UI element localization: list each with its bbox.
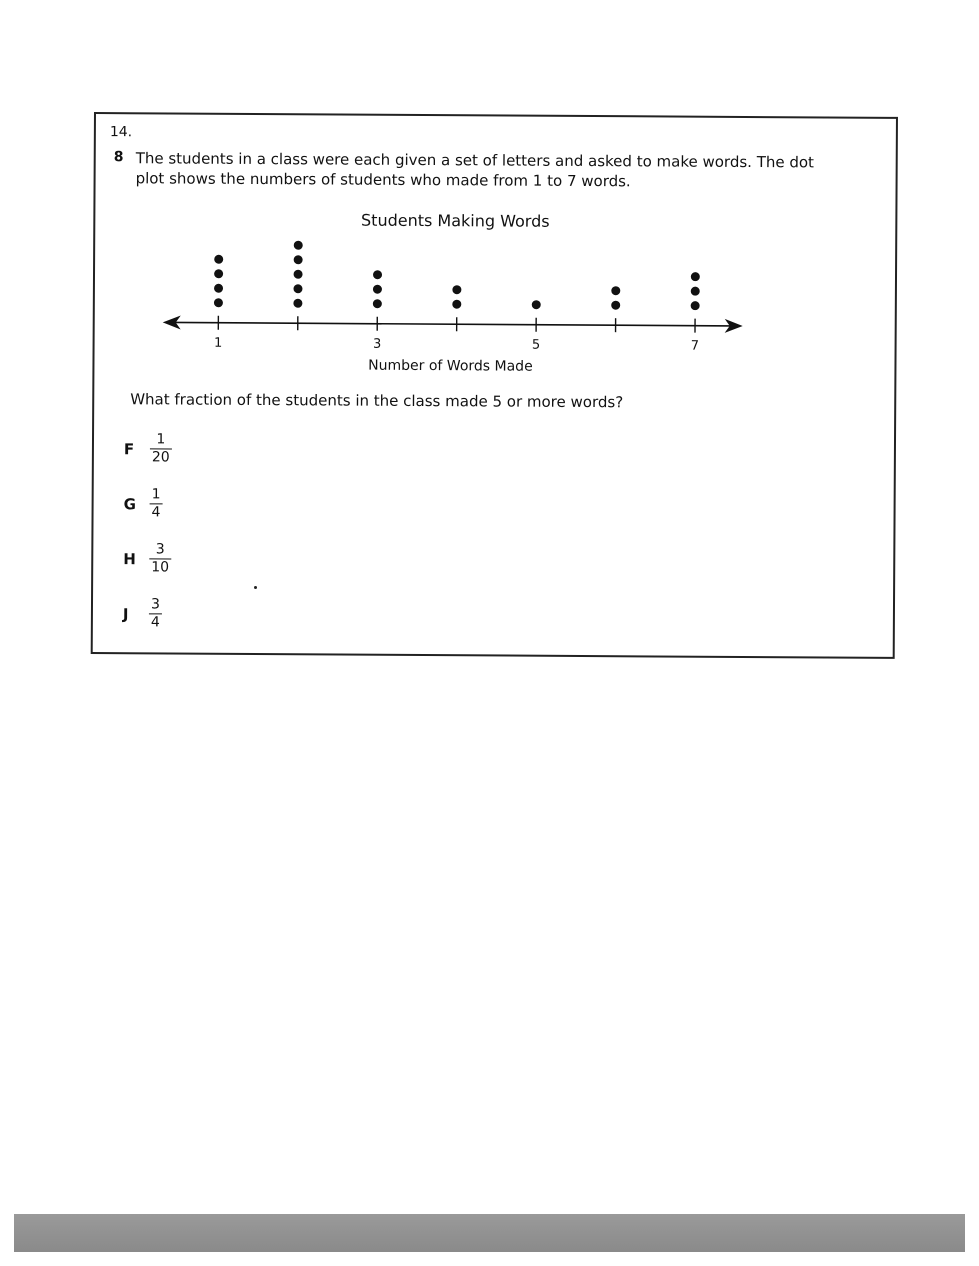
number-line	[173, 322, 733, 325]
choice-letter: J	[122, 604, 129, 623]
data-dot	[293, 299, 302, 308]
tick-label: 5	[531, 337, 541, 353]
fraction	[150, 487, 163, 520]
data-dot	[373, 299, 382, 308]
fraction	[149, 597, 162, 630]
data-dot	[294, 255, 303, 264]
tick-label: 7	[690, 338, 700, 354]
data-dot	[611, 301, 620, 310]
scan-speck	[254, 586, 257, 589]
question-prompt: What fraction of the students in the class made 5 or more words?	[130, 390, 624, 412]
choice-g[interactable]	[124, 487, 163, 520]
data-dot	[532, 300, 541, 309]
scanner-footer-bar	[14, 1214, 965, 1252]
x-axis-label: Number of Words Made	[368, 357, 533, 375]
data-dot	[611, 286, 620, 295]
data-dot	[294, 270, 303, 279]
denominator: 10	[151, 559, 170, 576]
data-dot	[373, 285, 382, 294]
choice-f[interactable]	[124, 432, 172, 465]
denominator: 4	[151, 504, 161, 521]
numerator: 1	[151, 486, 161, 503]
data-dot	[452, 285, 461, 294]
fraction	[149, 542, 171, 575]
numerator: 1	[156, 431, 166, 448]
data-dot	[214, 298, 223, 307]
tick-label: 1	[214, 335, 223, 351]
fraction	[150, 432, 172, 465]
question-number: 8	[113, 149, 124, 166]
data-dot	[452, 300, 461, 309]
choice-j[interactable]	[123, 597, 162, 630]
data-dot	[373, 270, 382, 279]
numerator: 3	[150, 596, 160, 613]
data-dot	[293, 284, 302, 293]
choice-h[interactable]	[123, 542, 171, 575]
tick-label: 3	[372, 336, 382, 352]
denominator: 20	[151, 449, 170, 466]
question-stem: The students in a class were each given a set of letters and asked to make words. The dot plot shows the numbers of students who made from 1 to 7 words.	[135, 149, 815, 191]
question-box	[91, 112, 898, 659]
data-dot	[214, 255, 223, 264]
question-index: 14.	[109, 124, 133, 141]
data-dot	[691, 301, 700, 310]
data-dot	[691, 272, 700, 281]
chart-title: Students Making Words	[360, 210, 550, 231]
data-dot	[691, 287, 700, 296]
choice-letter: G	[123, 494, 136, 513]
data-dot	[214, 284, 223, 293]
choice-letter: F	[123, 439, 135, 458]
numerator: 3	[155, 541, 165, 558]
choice-letter: H	[123, 549, 136, 568]
dot-plot	[154, 202, 755, 386]
data-dot	[294, 241, 303, 250]
denominator: 4	[150, 614, 160, 631]
data-dot	[214, 269, 223, 278]
